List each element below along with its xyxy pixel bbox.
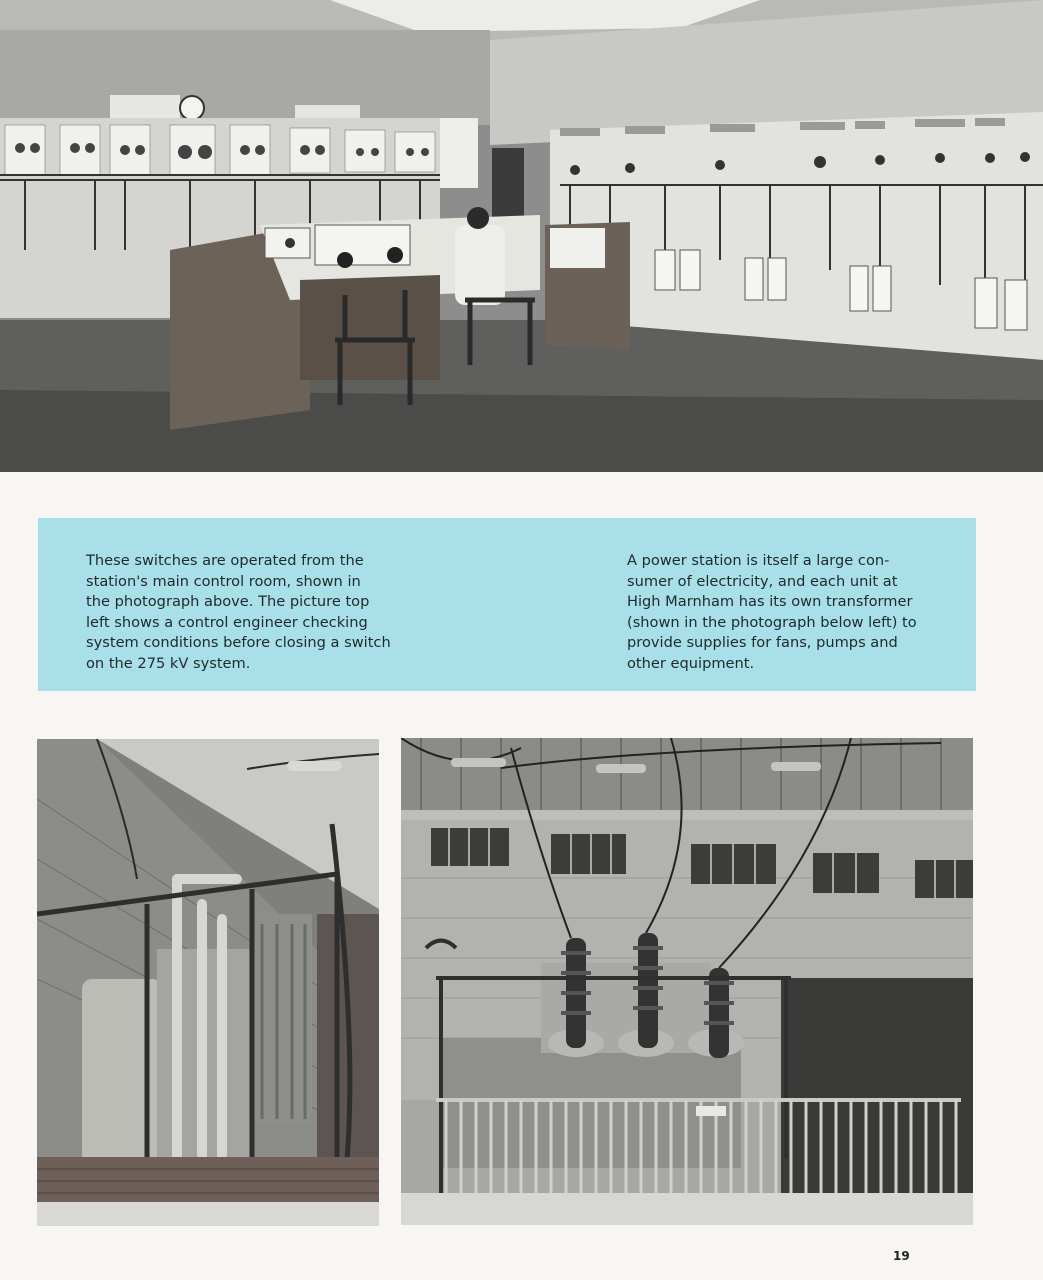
caption-right-line: provide supplies for fans, pumps and xyxy=(627,634,898,651)
caption-right-line: sumer of electricity, and each unit at xyxy=(627,572,898,590)
caption-left-line: left shows a control engineer checking xyxy=(86,613,368,631)
caption-right-line: other equipment. xyxy=(627,654,755,672)
caption-right-line: (shown in the photograph below left) to xyxy=(627,613,917,631)
caption-box xyxy=(38,518,976,691)
caption-left-line: station's main control room, shown in xyxy=(86,572,361,590)
caption-left-line: on the 275 kV system. xyxy=(86,654,251,672)
caption-right-line: High Marnham has its own transformer xyxy=(627,593,913,610)
transformer-bushings-photo xyxy=(401,738,973,1225)
page-number: 19 xyxy=(893,1249,910,1263)
control-room-photo xyxy=(0,0,1043,472)
caption-right xyxy=(627,551,929,674)
caption-left xyxy=(86,551,391,674)
unit-transformer-photo xyxy=(37,739,379,1226)
caption-left-line: the photograph above. The picture top xyxy=(86,593,370,610)
caption-right-line: A power station is itself a large con- xyxy=(627,552,890,569)
caption-left-line: system conditions before closing a switch xyxy=(86,634,391,651)
caption-left-line: These switches are operated from the xyxy=(86,552,364,569)
